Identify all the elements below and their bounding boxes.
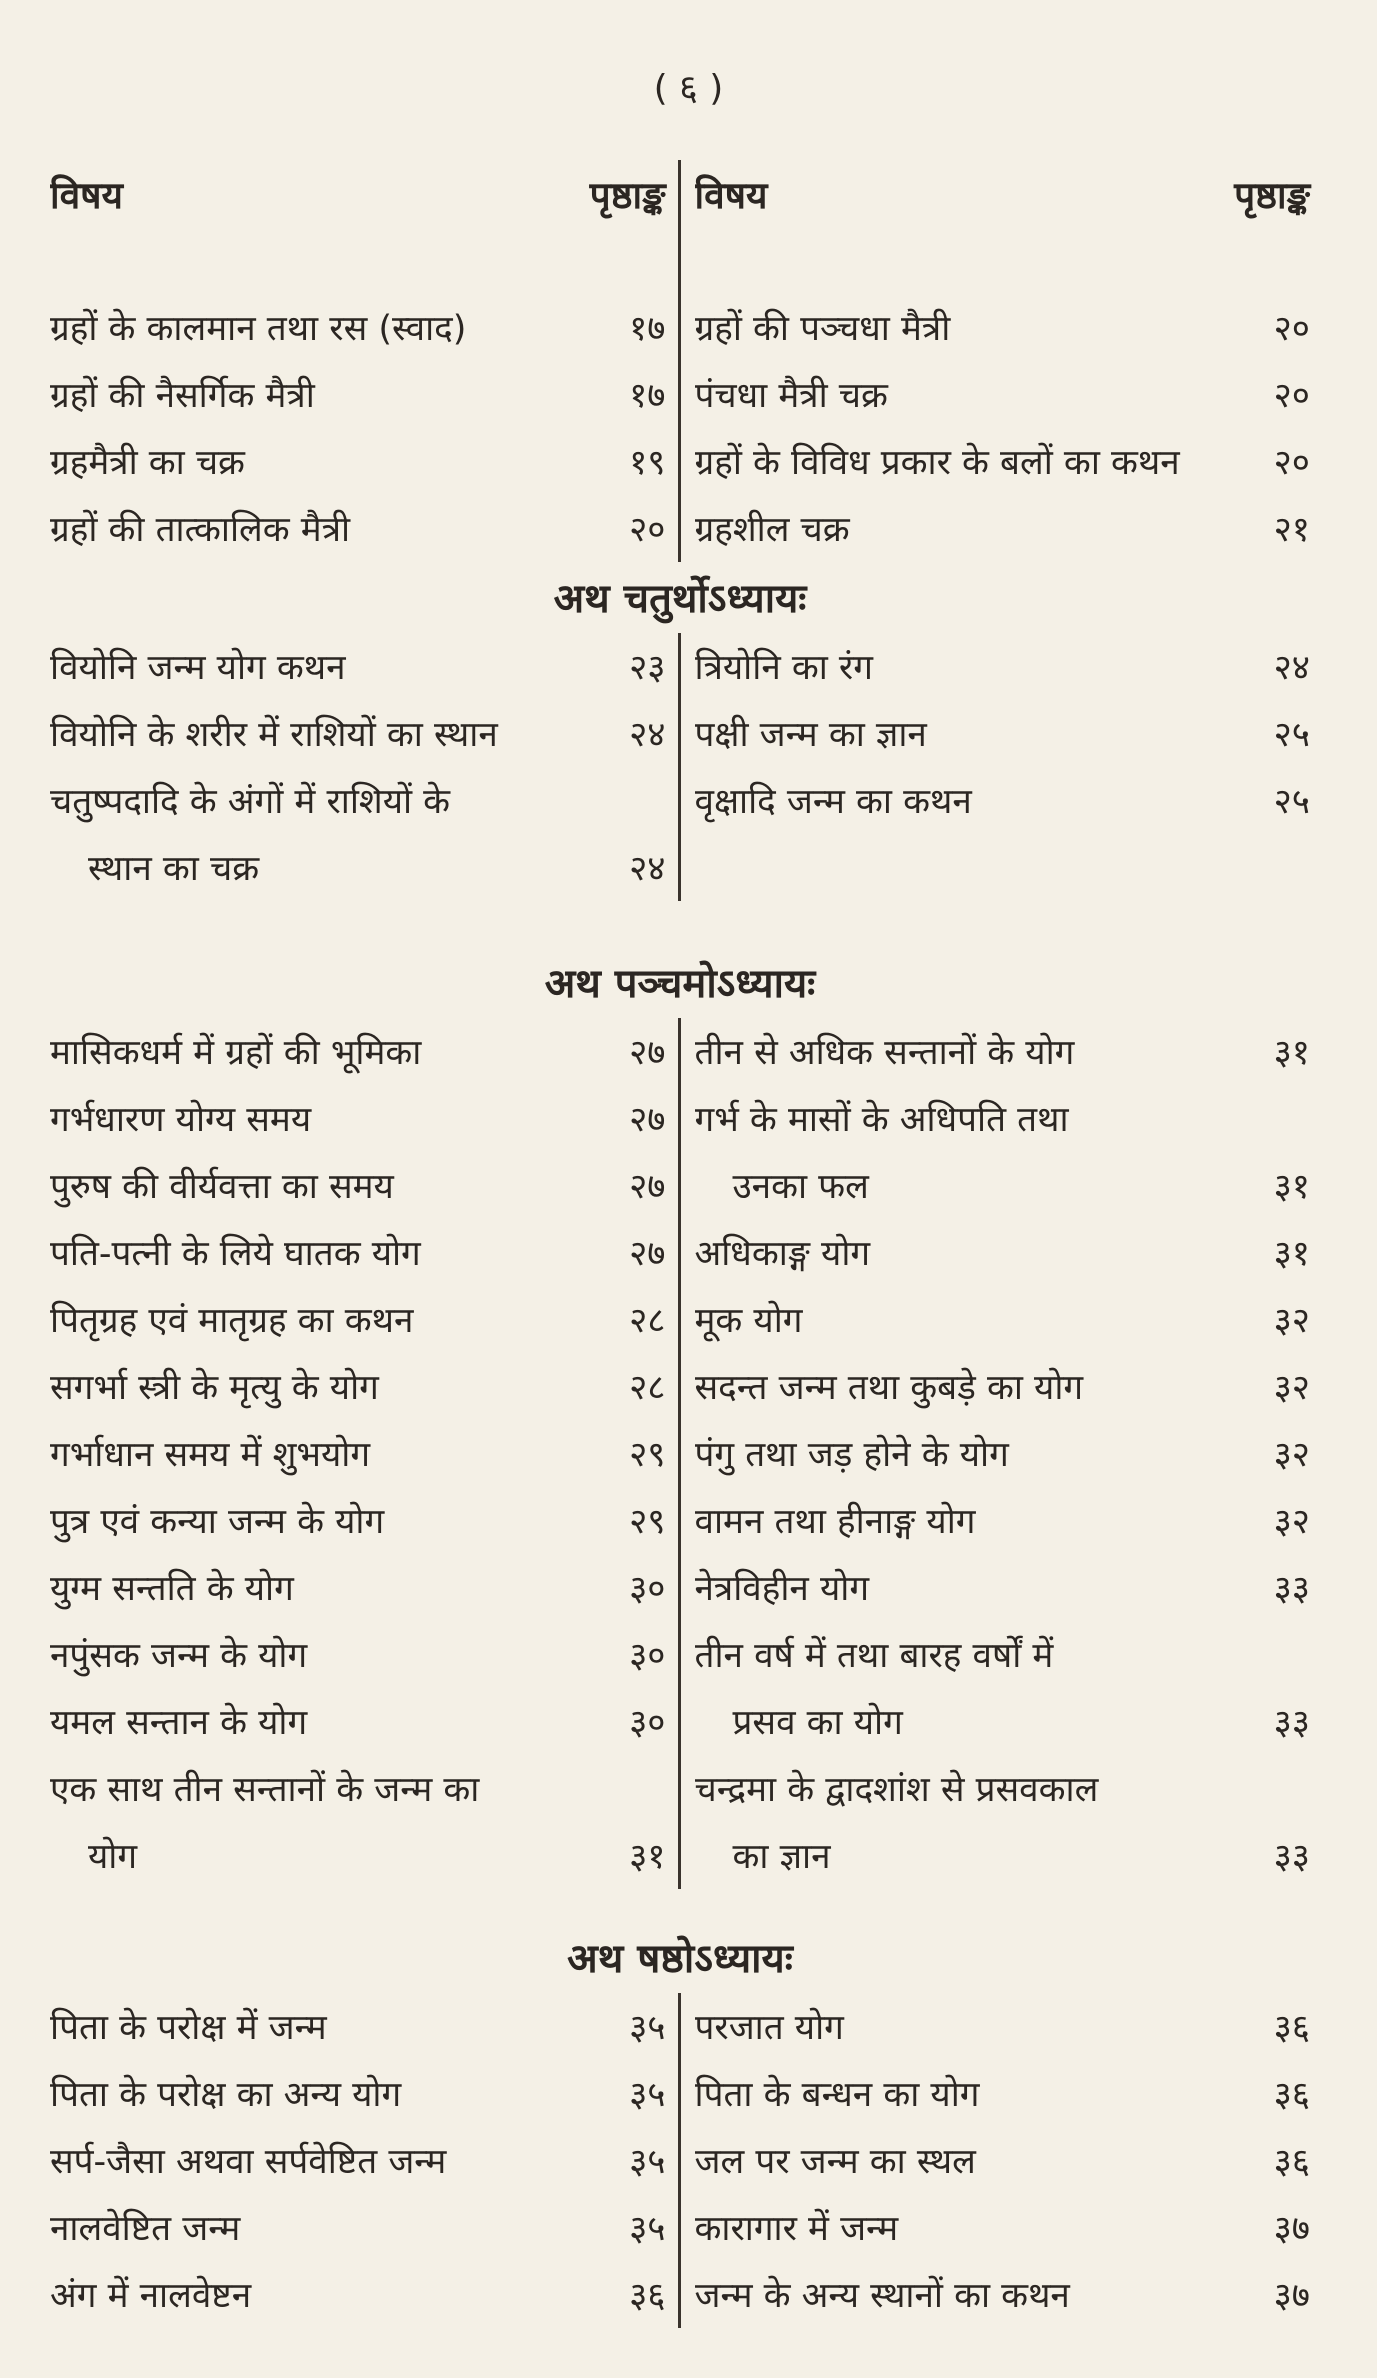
toc-entry (50, 1152, 666, 1219)
entry-page-number: ३७ (1273, 2276, 1310, 2316)
toc-entry (695, 361, 1311, 428)
entry-page-number: ३१ (1273, 1167, 1310, 1207)
toc-entry (695, 1993, 1311, 2060)
toc-entry (695, 767, 1311, 834)
entry-page-number: २४ (629, 715, 666, 755)
entry-title: वियोनि जन्म योग कथन (50, 648, 346, 688)
entry-title: वृक्षादि जन्म का कथन (694, 782, 972, 822)
entry-title: तीन वर्ष में तथा बारह वर्षों में (694, 1636, 1054, 1676)
entry-title: ग्रहशील चक्र (694, 510, 850, 550)
entry-title: योग (88, 1837, 138, 1877)
entry-title: ग्रहमैत्री का चक्र (50, 443, 245, 483)
toc-entry (50, 428, 666, 495)
header-subject-label: विषय (694, 174, 768, 217)
toc-entry (50, 1993, 666, 2060)
entry-page-number: २५ (1273, 782, 1310, 822)
entry-title: मासिकधर्म में ग्रहों की भूमिका (50, 1033, 422, 1073)
entry-page-number: १७ (629, 376, 666, 416)
toc-entry (50, 227, 666, 294)
toc-entry (50, 361, 666, 428)
entry-title: ग्रहों की पञ्चधा मैत्री (694, 309, 951, 349)
entry-title: पंगु तथा जड़ होने के योग (694, 1435, 1009, 1475)
toc-entry (695, 1554, 1311, 1621)
entry-title: वामन तथा हीनाङ्ग योग (694, 1502, 976, 1542)
entry-page-number: ३५ (629, 2142, 666, 2182)
toc-entry (695, 1353, 1311, 1420)
toc-entry (50, 495, 666, 562)
entry-title: पुरुष की वीर्यवत्ता का समय (50, 1167, 394, 1207)
entry-title: स्थान का चक्र (88, 849, 260, 889)
toc-entry (50, 2127, 666, 2194)
entry-page-number: ३१ (1273, 1234, 1310, 1274)
left-column (50, 160, 681, 562)
toc-columns (50, 160, 1310, 562)
entry-page-number: ३६ (1273, 2075, 1310, 2115)
toc-columns (50, 1018, 1310, 1889)
entry-page-number: २७ (629, 1100, 666, 1140)
toc-entry (695, 633, 1311, 700)
toc-entry (50, 1219, 666, 1286)
entry-title: त्रियोनि का रंग (694, 648, 873, 688)
entry-title: परजात योग (694, 2008, 844, 2048)
entry-title: युग्म सन्तति के योग (50, 1569, 294, 1609)
entry-title: पुत्र एवं कन्या जन्म के योग (50, 1502, 385, 1542)
page-number: ( ६ ) (653, 68, 724, 109)
entry-page-number: २४ (1273, 648, 1310, 688)
entry-page-number: ३५ (629, 2008, 666, 2048)
toc-entry (695, 1420, 1311, 1487)
toc-entry (50, 1018, 666, 1085)
entry-page-number: २९ (629, 1502, 666, 1542)
entry-page-number: ३६ (629, 2276, 666, 2316)
entry-page-number: २१ (1273, 510, 1310, 550)
toc-columns (50, 633, 1310, 901)
entry-page-number: ३६ (1273, 2142, 1310, 2182)
toc-entry (50, 1487, 666, 1554)
entry-page-number: ३३ (1273, 1837, 1310, 1877)
toc-entry (695, 1085, 1311, 1152)
entry-page-number: ३० (629, 1636, 666, 1676)
section-5 (50, 950, 1310, 1889)
section-4 (50, 565, 1310, 901)
toc-entry (50, 2261, 666, 2328)
toc-entry (695, 834, 1311, 901)
entry-title: चन्द्रमा के द्वादशांश से प्रसवकाल (694, 1770, 1099, 1810)
entry-title: पितृग्रह एवं मातृग्रह का कथन (50, 1301, 414, 1341)
toc-columns (50, 1993, 1310, 2328)
toc-entry (695, 1219, 1311, 1286)
entry-title: सगर्भा स्त्री के मृत्यु के योग (50, 1368, 379, 1408)
toc-entry (695, 1822, 1311, 1889)
toc-entry (695, 428, 1311, 495)
entry-title: ग्रहों की तात्कालिक मैत्री (50, 510, 351, 550)
entry-page-number: २५ (1273, 715, 1310, 755)
section-title: अथ षष्ठोऽध्यायः (567, 1936, 793, 1982)
left-column (50, 1993, 681, 2328)
entry-title: प्रसव का योग (732, 1703, 903, 1743)
toc-entry (50, 1822, 666, 1889)
right-column (681, 1018, 1311, 1889)
entry-page-number: २८ (629, 1301, 666, 1341)
section-title: अथ चतुर्थोऽध्यायः (553, 576, 807, 622)
entry-title: गर्भाधान समय में शुभयोग (50, 1435, 371, 1475)
entry-page-number: १९ (629, 443, 666, 483)
entry-page-number: २३ (629, 648, 666, 688)
entry-page-number: ३२ (1273, 1502, 1310, 1542)
toc-entry (695, 1487, 1311, 1554)
entry-title: नालवेष्टित जन्म (50, 2209, 241, 2249)
entry-page-number: २७ (629, 1167, 666, 1207)
entry-title: वियोनि के शरीर में राशियों का स्थान (50, 715, 498, 755)
entry-title: उनका फल (732, 1167, 869, 1207)
entry-page-number: ३२ (1273, 1435, 1310, 1475)
entry-title: का ज्ञान (732, 1837, 831, 1877)
header-page-label: पृष्ठाङ्क (589, 174, 666, 217)
entry-title: अंग में नालवेष्टन (50, 2276, 252, 2316)
toc-entry (695, 1018, 1311, 1085)
entry-page-number: २७ (629, 1234, 666, 1274)
toc-entry (50, 1286, 666, 1353)
toc-entry (50, 1755, 666, 1822)
toc-entry (50, 2194, 666, 2261)
toc-entry (50, 767, 666, 834)
entry-page-number: २० (1273, 443, 1310, 483)
entry-page-number: ३२ (1273, 1368, 1310, 1408)
entry-page-number: २० (1273, 309, 1310, 349)
toc-entry (50, 834, 666, 901)
entry-title: नपुंसक जन्म के योग (50, 1636, 308, 1676)
entry-title: यमल सन्तान के योग (50, 1703, 308, 1743)
toc-entry (50, 1085, 666, 1152)
entry-page-number: ३१ (1273, 1033, 1310, 1073)
toc-entry (50, 1621, 666, 1688)
toc-entry (695, 700, 1311, 767)
toc-entry (695, 227, 1311, 294)
entry-page-number: ३७ (1273, 2209, 1310, 2249)
header-page-label: पृष्ठाङ्क (1234, 174, 1310, 217)
entry-page-number: २९ (629, 1435, 666, 1475)
toc-entry (695, 1152, 1311, 1219)
right-column (681, 633, 1311, 901)
entry-title: तीन से अधिक सन्तानों के योग (694, 1033, 1075, 1073)
entry-page-number: २८ (629, 1368, 666, 1408)
entry-title: पक्षी जन्म का ज्ञान (694, 715, 927, 755)
entry-title: गर्भ के मासों के अधिपति तथा (694, 1100, 1069, 1140)
entry-page-number: ३५ (629, 2209, 666, 2249)
entry-title: कारागार में जन्म (694, 2209, 899, 2249)
section-title: अथ पञ्चमोऽध्यायः (544, 961, 816, 1007)
entry-title: नेत्रविहीन योग (694, 1569, 870, 1609)
section-6 (50, 1925, 1310, 2328)
entry-title: पिता के परोक्ष में जन्म (50, 2008, 327, 2048)
toc-entry (695, 1688, 1311, 1755)
toc-entry (50, 2060, 666, 2127)
toc-entry (695, 2194, 1311, 2261)
entry-page-number: २७ (629, 1033, 666, 1073)
entry-title: मूक योग (694, 1301, 803, 1341)
toc-entry (695, 2060, 1311, 2127)
toc-entry (50, 700, 666, 767)
entry-page-number: ३१ (629, 1837, 666, 1877)
toc-entry (695, 2261, 1311, 2328)
entry-page-number: २० (1273, 376, 1310, 416)
entry-page-number: ३६ (1273, 2008, 1310, 2048)
section-1 (50, 160, 1310, 562)
entry-page-number: १७ (629, 309, 666, 349)
entry-title: सर्प-जैसा अथवा सर्पवेष्टित जन्म (50, 2142, 447, 2182)
entry-page-number: २४ (629, 849, 666, 889)
entry-page-number: ३२ (1273, 1301, 1310, 1341)
toc-entry (695, 1621, 1311, 1688)
entry-title: पिता के परोक्ष का अन्य योग (50, 2075, 402, 2115)
entry-title: अधिकाङ्ग योग (694, 1234, 871, 1274)
entry-page-number: ३० (629, 1703, 666, 1743)
entry-title: जन्म के अन्य स्थानों का कथन (694, 2276, 1070, 2316)
header-subject-label: विषय (50, 174, 124, 217)
toc-entry (695, 2127, 1311, 2194)
toc-entry (695, 495, 1311, 562)
entry-page-number: ३५ (629, 2075, 666, 2115)
toc-entry (50, 1353, 666, 1420)
entry-title: चतुष्पदादि के अंगों में राशियों के (50, 782, 451, 822)
entry-title: ग्रहों के कालमान तथा रस (स्वाद) (50, 309, 467, 349)
toc-entry (695, 294, 1311, 361)
right-column (681, 1993, 1311, 2328)
toc-entry (695, 1755, 1311, 1822)
right-column (681, 160, 1311, 562)
left-column (50, 633, 681, 901)
entry-title: ग्रहों की नैसर्गिक मैत्री (50, 376, 315, 416)
entry-title: एक साथ तीन सन्तानों के जन्म का (50, 1770, 480, 1810)
entry-title: पति-पत्नी के लिये घातक योग (50, 1234, 421, 1274)
column-header (50, 160, 666, 227)
toc-entry (695, 1286, 1311, 1353)
entry-title: गर्भधारण योग्य समय (50, 1100, 312, 1140)
column-header (695, 160, 1311, 227)
entry-title: पंचधा मैत्री चक्र (694, 376, 888, 416)
toc-entry (50, 1420, 666, 1487)
entry-title: पिता के बन्धन का योग (694, 2075, 980, 2115)
entry-page-number: ३३ (1273, 1569, 1310, 1609)
toc-entry (50, 1688, 666, 1755)
entry-page-number: २० (629, 510, 666, 550)
toc-entry (50, 633, 666, 700)
entry-page-number: ३० (629, 1569, 666, 1609)
entry-page-number: ३३ (1273, 1703, 1310, 1743)
left-column (50, 1018, 681, 1889)
entry-title: ग्रहों के विविध प्रकार के बलों का कथन (694, 443, 1180, 483)
toc-entry (50, 294, 666, 361)
entry-title: जल पर जन्म का स्थल (694, 2142, 976, 2182)
toc-entry (50, 1554, 666, 1621)
entry-title: सदन्त जन्म तथा कुबड़े का योग (694, 1368, 1084, 1408)
